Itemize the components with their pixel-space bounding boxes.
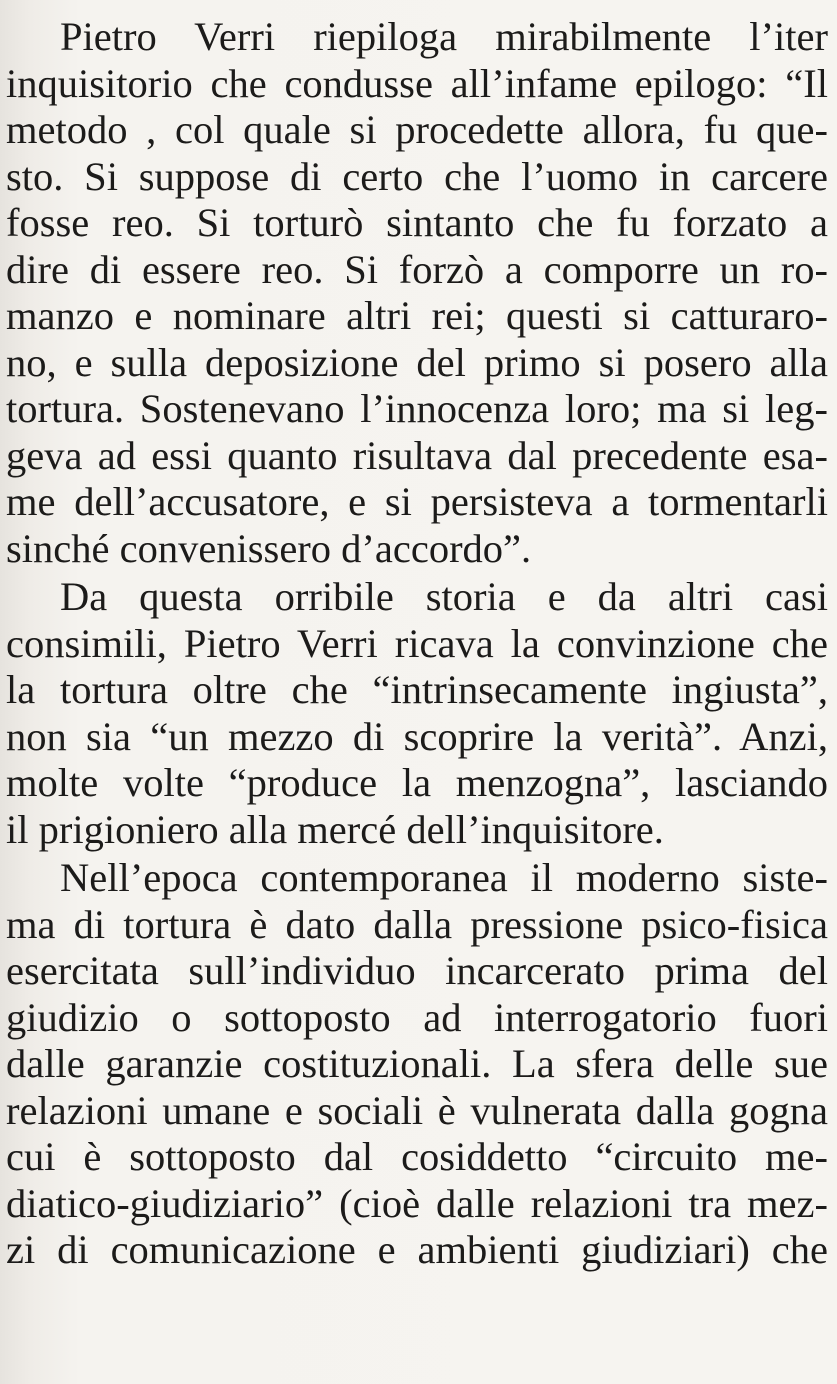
paragraph-3-line-7: cui è sottoposto dal cosiddetto “circuito me- xyxy=(6,1134,828,1179)
paragraph-1-line-12: sinché convenissero d’accordo”. xyxy=(6,525,532,571)
paragraph-1-line-3: metodo , col quale si procedette allora, fu que- xyxy=(6,107,828,152)
paragraph-3-line-6: relazioni umane e sociali è vulnerata dalla gogna xyxy=(6,1087,828,1133)
paragraph-3-line-3: esercitata sull’individuo incarcerato prima del xyxy=(6,948,828,993)
paragraph-2-line-1: Da questa orribile storia e da altri casi xyxy=(60,574,828,619)
paragraph-1-line-6: dire di essere reo. Si forzò a comporre un ro- xyxy=(6,246,828,292)
paragraph-2-line-4: non sia “un mezzo di scoprire la verità”. Anzi, xyxy=(6,713,828,759)
paragraph-2-line-2: consimili, Pietro Verri ricava la convinzione che xyxy=(6,620,828,666)
paragraph-1-line-5: fosse reo. Si torturò sintanto che fu forzato a xyxy=(6,200,828,245)
paragraph-1-line-8: no, e sulla deposizione del primo si posero alla xyxy=(6,339,828,385)
paragraph-2-line-5: molte volte “produce la menzogna”, lasciando xyxy=(6,760,828,805)
paragraph-1-line-1: Pietro Verri riepiloga mirabilmente l’iter xyxy=(60,14,828,59)
paragraph-1-line-7: manzo e nominare altri rei; questi si catturaro- xyxy=(6,293,828,338)
paragraph-2-line-6: il prigioniero alla mercé dell’inquisitore. xyxy=(6,806,664,852)
paragraph-1-line-2: inquisitorio che condusse all’infame epilogo: “Il xyxy=(6,60,828,106)
paragraph-3-line-2: ma di tortura è dato dalla pressione psico-fisica xyxy=(6,901,828,947)
paragraph-1-line-10: geva ad essi quanto risultava dal precedente esa- xyxy=(6,432,828,478)
paragraph-1-line-4: sto. Si suppose di certo che l’uomo in carcere xyxy=(6,153,828,199)
paragraph-2-line-3: la tortura oltre che “intrinsecamente ingiusta”, xyxy=(6,667,828,712)
paragraph-3-line-9: zi di comunicazione e ambienti giudiziari) che xyxy=(6,1227,828,1272)
body-text xyxy=(6,14,828,1274)
paragraph-3-line-8: diatico-giudiziario” (cioè dalle relazioni tra mez- xyxy=(6,1180,828,1226)
paragraph-3-line-1: Nell’epoca contemporanea il moderno siste- xyxy=(60,855,828,900)
paragraph-1-line-9: tortura. Sostenevano l’innocenza loro; ma si leg- xyxy=(6,386,828,431)
paragraph-3-line-5: dalle garanzie costituzionali. La sfera delle sue xyxy=(6,1041,828,1086)
paragraph-1-line-11: me dell’accusatore, e si persisteva a tormentarli xyxy=(6,479,828,524)
paragraph-3-line-4: giudizio o sottoposto ad interrogatorio fuori xyxy=(6,994,828,1040)
